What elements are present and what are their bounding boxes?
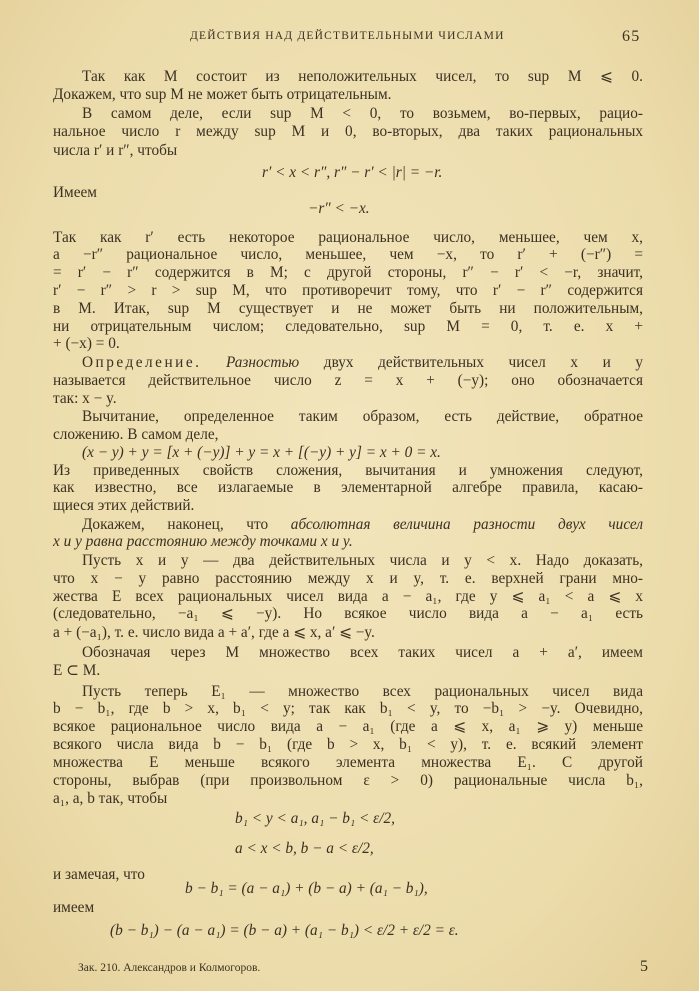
text-segment: нальное число r между sup M и 0, во-вторых, два таких рациональных xyxy=(53,123,643,140)
text-line xyxy=(53,718,643,736)
text-line xyxy=(53,479,643,497)
text-line xyxy=(53,462,643,480)
text-segment: называется действительное число z = x + (−y); оно обозначается xyxy=(53,372,643,389)
text-segment: Из приведенных свойств сложения, вычитания и умножения следуют, xyxy=(53,462,643,479)
text-line xyxy=(53,229,643,247)
text-line xyxy=(82,516,643,534)
text-segment: r′ − r″ > r > sup M, что противоречит тому, что r′ − r″ содержится xyxy=(53,282,643,299)
text-segment: как известно, все излагаемые в элементарной алгебре правила, касаю- xyxy=(53,479,643,496)
text-segment: Имеем xyxy=(53,184,97,201)
text-line xyxy=(53,772,643,790)
text-segment: В самом деле, если sup M < 0, то возьмем, во-первых, рацио- xyxy=(82,105,643,122)
text-line xyxy=(82,408,643,426)
text-line xyxy=(53,662,100,680)
text-line xyxy=(53,605,643,623)
text-line xyxy=(53,790,167,808)
text-segment: щиеся этих действий. xyxy=(53,497,195,514)
formula-line xyxy=(235,810,395,828)
text-line xyxy=(53,142,177,160)
text-line xyxy=(53,300,643,318)
text-line xyxy=(53,335,120,353)
text-line xyxy=(82,105,643,123)
text-segment: в M. Итак, sup M существует и не может быть ни положительным, xyxy=(53,300,643,317)
text-line xyxy=(53,533,353,551)
emphasized-text: абсолютная величина разности двух чисел xyxy=(290,516,643,533)
formula-line xyxy=(262,164,442,182)
text-line xyxy=(53,754,643,772)
text-line xyxy=(53,282,643,300)
emphasized-text: Разностью xyxy=(201,354,324,371)
text-segment: жества E всех рациональных чисел вида a − a₁, где y ⩽ a₁ < a ⩽ x xyxy=(53,588,643,605)
text-line xyxy=(53,570,643,588)
text-line xyxy=(82,683,643,701)
text-segment: a + (−a₁), т. е. число вида a + a′, где a ⩽ x, a′ ⩽ −y. xyxy=(53,624,375,641)
text-segment: a < x < b, b − a < ε/2, xyxy=(235,840,374,857)
text-segment: a₁, a, b так, чтобы xyxy=(53,790,168,807)
text-line xyxy=(53,426,218,444)
text-segment: и замечая, что xyxy=(53,866,145,883)
text-segment: Обозначая через M множество всех таких чисел a + a′, имеем xyxy=(82,644,643,661)
text-segment: множества E меньше всякого элемента множества E₁. С другой xyxy=(53,754,643,771)
text-segment: (b − b₁) − (a − a₁) = (b − a) + (a₁ − b₁) < ε/2 + ε/2 = ε. xyxy=(110,922,459,939)
emphasized-text: x и y равна расстоянию между точками x и y. xyxy=(53,533,353,550)
text-line xyxy=(53,123,643,141)
text-segment: Так как r′ есть некоторое рациональное число, меньшее, чем x, xyxy=(53,229,643,246)
text-line xyxy=(53,588,643,606)
formula-line xyxy=(235,840,374,858)
text-segment: стороны, выбрав (при произвольном ε > 0) рациональные числа b₁, xyxy=(53,772,643,789)
text-segment: сложению. В самом деле, xyxy=(53,426,219,443)
text-line xyxy=(53,264,643,282)
text-segment: а −r″ рациональное число, меньшее, чем −x, то r′ + (−r″) = xyxy=(53,246,643,263)
text-segment: b − b₁, где b > x, b₁ < y; так как b₁ < y, то −b₁ > −y. Очевидно, xyxy=(53,700,643,717)
formula-line xyxy=(308,200,370,218)
text-line xyxy=(53,318,643,336)
text-segment: Докажем, что sup M не может быть отрицательным. xyxy=(53,86,392,103)
text-segment: двух действительных чисел x и y xyxy=(323,354,643,371)
text-segment: + (−x) = 0. xyxy=(53,335,120,352)
text-segment: всякого числа вида b − b₁ (где b > x, b₁ < y), т. е. всякий элемент xyxy=(53,736,643,753)
text-segment: E ⊂ M. xyxy=(53,662,101,679)
text-line xyxy=(53,390,117,408)
text-segment: что x − y равно расстоянию между x и y, т. е. верхней грани мно- xyxy=(53,570,643,587)
text-segment: = r′ − r″ содержится в M; с другой стороны, r″ − r′ < −r, значит, xyxy=(53,264,643,281)
text-segment: −r″ < −x. xyxy=(308,200,370,217)
running-header: ДЕЙСТВИЯ НАД ДЕЙСТВИТЕЛЬНЫМИ ЧИСЛАМИ xyxy=(190,30,505,42)
text-segment: (x − y) + y = [x + (−y)] + y = x + [(−y) + y] = x + 0 = x. xyxy=(82,444,441,461)
text-line xyxy=(53,736,643,754)
text-line xyxy=(53,866,145,884)
text-line xyxy=(53,700,643,718)
text-line xyxy=(82,68,643,86)
text-line xyxy=(82,552,643,570)
signature-mark: 5 xyxy=(640,958,648,975)
text-line xyxy=(53,184,97,202)
definition-label: Определение. xyxy=(82,354,202,371)
page-number: 65 xyxy=(622,28,641,45)
text-line xyxy=(53,497,194,515)
text-segment: всякое рациональное число вида a − a₁ (где a ⩽ x, a₁ ⩾ y) меньше xyxy=(53,718,643,735)
text-segment: Так как M состоит из неположительных чисел, то sup M ⩽ 0. xyxy=(82,68,643,85)
text-segment: Вычитание, определенное таким образом, есть действие, обратное xyxy=(82,408,643,425)
footer-imprint: Зак. 210. Александров и Колмогоров. xyxy=(78,962,261,974)
text-line xyxy=(53,86,391,104)
formula-line xyxy=(82,444,441,462)
text-line xyxy=(82,354,643,372)
text-segment: ни отрицательным числом; следовательно, sup M = 0, т. е. x + xyxy=(53,318,643,335)
text-segment: Пусть x и y — два действительных числа и y < x. Надо доказать, xyxy=(82,552,643,569)
text-segment: так: x − y. xyxy=(53,390,117,407)
formula-line xyxy=(110,922,459,940)
text-segment: имеем xyxy=(53,899,95,916)
text-segment: (следовательно, −a₁ ⩽ −y). Но всякое число вида a − a₁ есть xyxy=(53,605,643,622)
text-line xyxy=(53,624,375,642)
text-segment: Пусть теперь E₁ — множество всех рациональных чисел вида xyxy=(82,683,643,700)
text-line xyxy=(82,644,643,662)
text-segment: b₁ < y < a₁, a₁ − b₁ < ε/2, xyxy=(235,810,395,827)
text-line xyxy=(53,372,643,390)
text-line xyxy=(53,899,94,917)
text-segment: r′ < x < r″, r″ − r′ < |r| = −r. xyxy=(262,164,443,181)
text-segment: числа r′ и r″, чтобы xyxy=(53,142,178,159)
text-segment: b − b₁ = (a − a₁) + (b − a) + (a₁ − b₁), xyxy=(185,880,428,897)
text-line xyxy=(53,246,643,264)
formula-line xyxy=(185,880,428,898)
text-segment: Докажем, наконец, что xyxy=(82,516,291,533)
